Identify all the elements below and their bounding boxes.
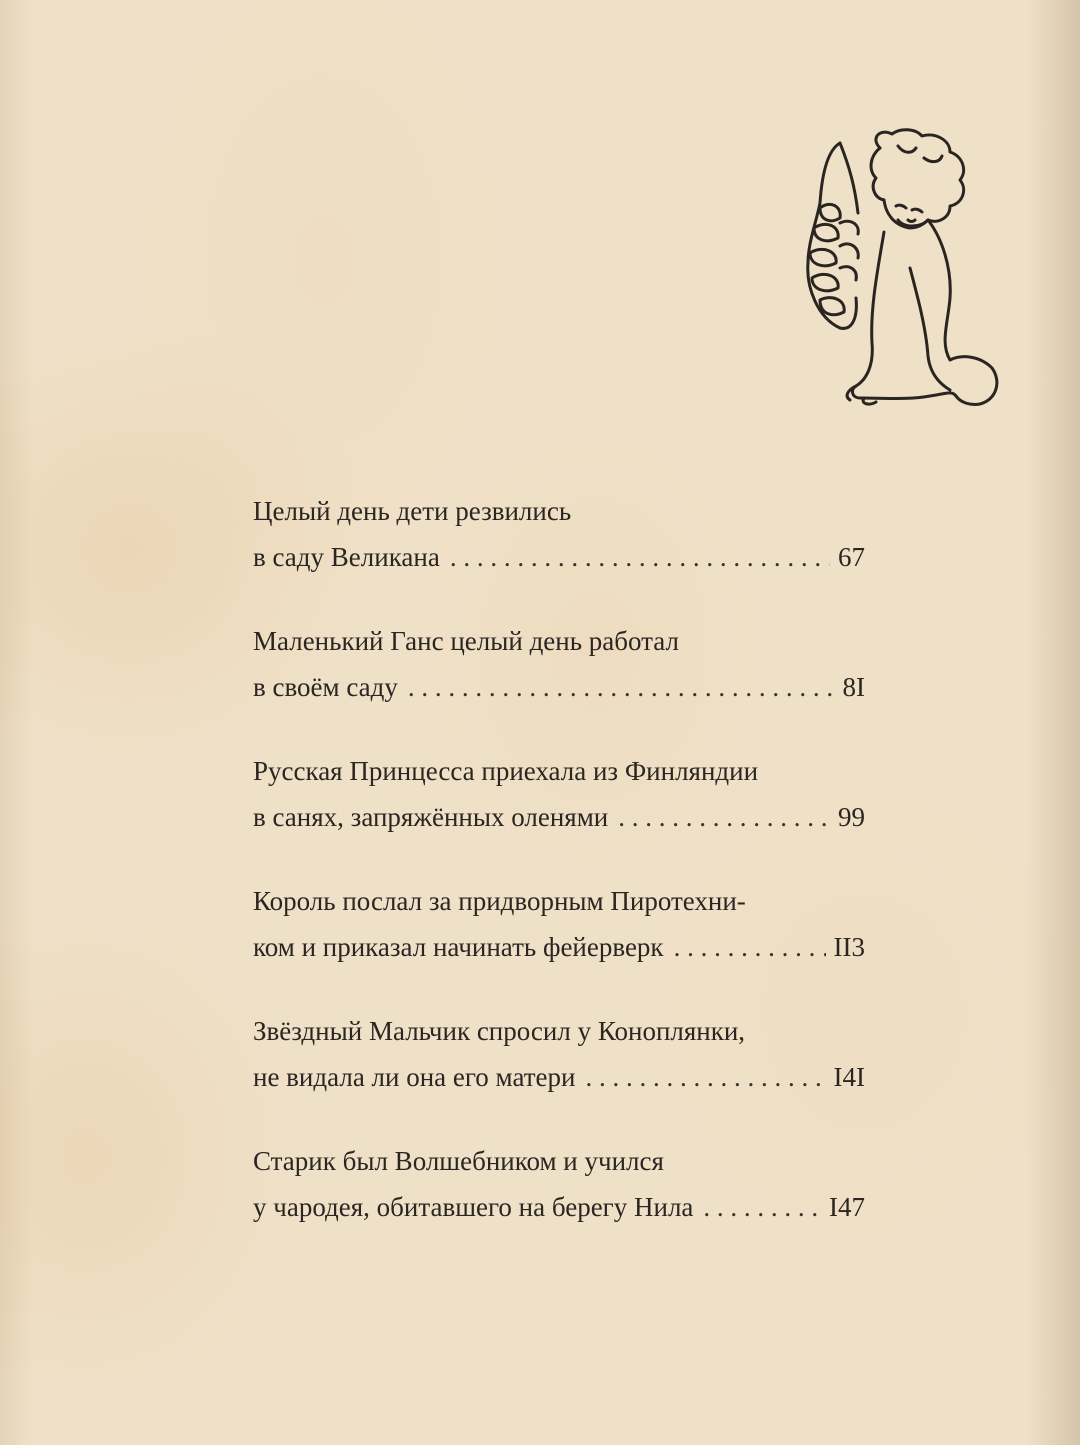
toc-entry-title-line: в своём саду: [253, 672, 398, 702]
toc-entry-title-line: Старик был Волшебником и учился: [253, 1146, 664, 1176]
toc-entry-last-line: [253, 664, 865, 710]
toc-page-number: 99: [838, 802, 865, 832]
toc-entry-title-line: Маленький Ганс целый день работал: [253, 626, 679, 656]
dot-leader: [618, 794, 830, 840]
dot-leader: [674, 924, 826, 970]
table-of-contents: [253, 488, 865, 1268]
toc-entry-title-line: в санях, запряжённых оленями: [253, 802, 609, 832]
dot-leader: [585, 1054, 825, 1100]
toc-entry-title-line: не видала ли она его матери: [253, 1062, 576, 1092]
toc-entry-last-line: [253, 1054, 865, 1100]
toc-page-number: 67: [838, 542, 865, 572]
toc-entry-title-line: Русская Принцесса приехала из Финляндии: [253, 756, 759, 786]
toc-entry-title-line: Звёздный Мальчик спросил у Коноплянки,: [253, 1016, 746, 1046]
toc-entry-last-line: [253, 924, 865, 970]
toc-entry[interactable]: [253, 618, 865, 710]
toc-page-number: 8I: [842, 672, 865, 702]
toc-entry-title-line: Король послал за придворным Пиротехни-: [253, 886, 746, 916]
toc-entry-last-line: [253, 1184, 865, 1230]
toc-entry[interactable]: [253, 748, 865, 840]
toc-entry[interactable]: [253, 1008, 865, 1100]
dot-leader: [450, 534, 830, 580]
dot-leader: [703, 1184, 821, 1230]
dot-leader: [408, 664, 835, 710]
toc-entry[interactable]: [253, 1138, 865, 1230]
toc-entry-title-line: Целый день дети резвились: [253, 496, 572, 526]
cherub-illustration-icon: [800, 128, 1005, 418]
toc-page-number: I4I: [833, 1062, 865, 1092]
toc-entry-title-line: ком и приказал начинать фейерверк: [253, 932, 664, 962]
toc-entry[interactable]: [253, 488, 865, 580]
toc-page-number: II3: [833, 932, 865, 962]
toc-entry-last-line: [253, 794, 865, 840]
toc-entry-title-line: в саду Великана: [253, 542, 440, 572]
toc-entry-title-line: у чародея, обитавшего на берегу Нила: [253, 1192, 694, 1222]
toc-entry-last-line: [253, 534, 865, 580]
toc-entry[interactable]: [253, 878, 865, 970]
toc-page-number: I47: [829, 1192, 865, 1222]
